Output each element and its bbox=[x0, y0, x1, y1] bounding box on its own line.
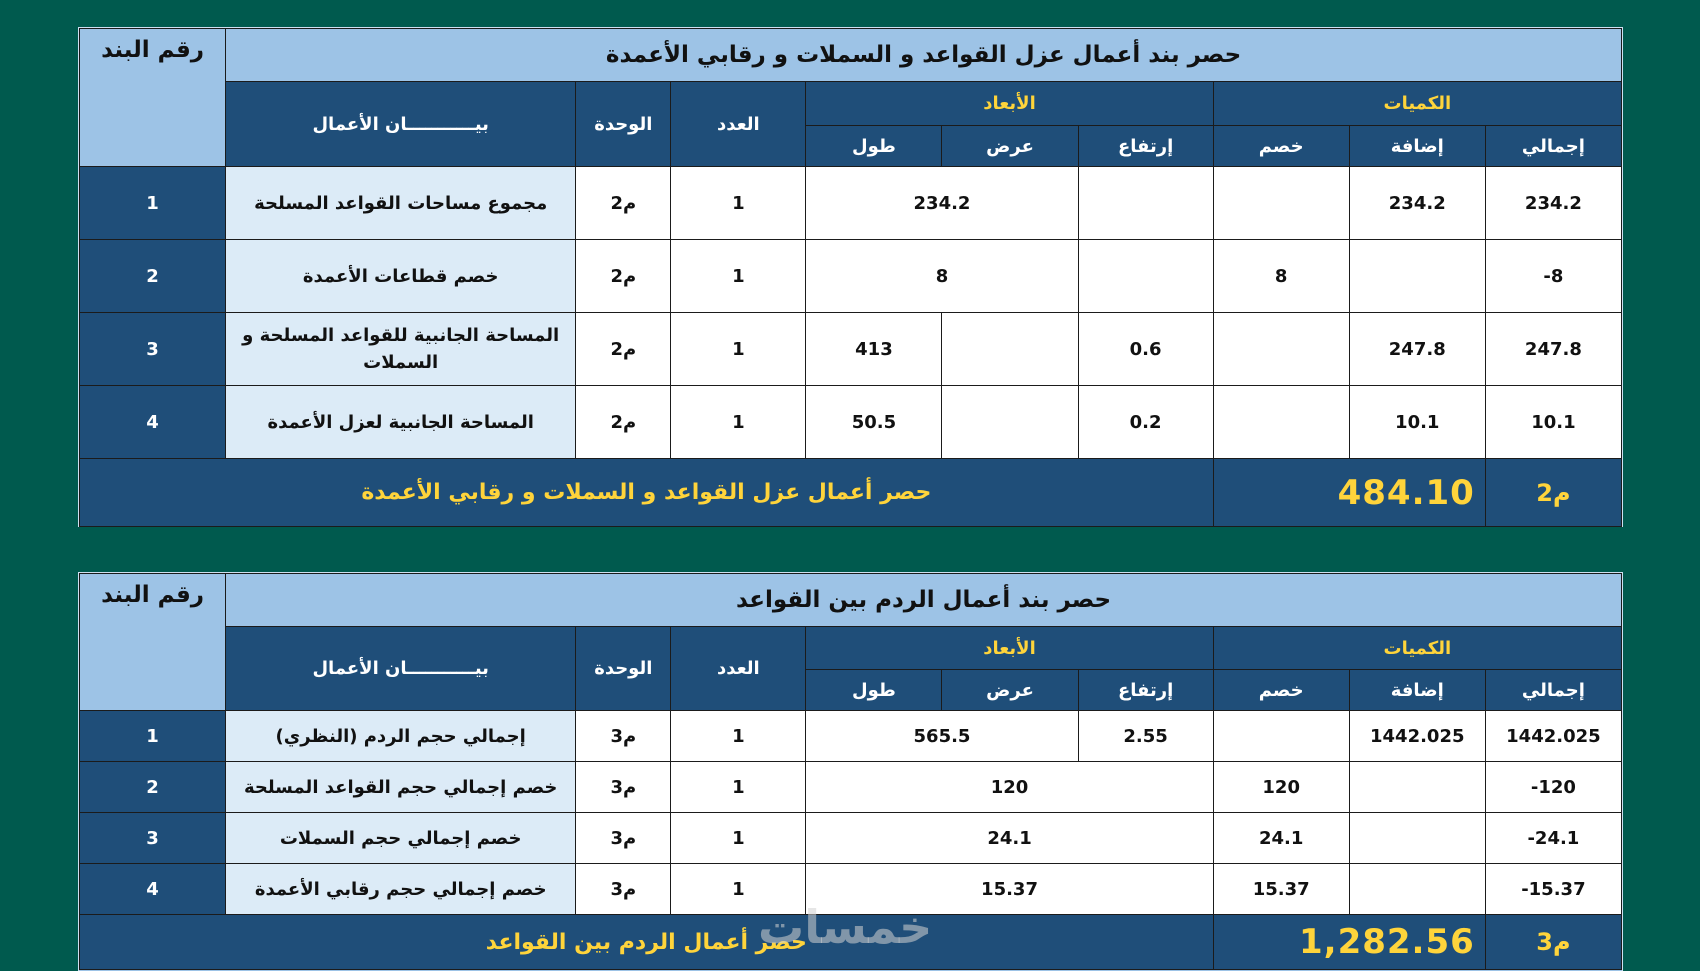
item-count: 1 bbox=[671, 240, 806, 313]
item-dimension: 8 bbox=[806, 240, 1078, 313]
item-deduct: 120 bbox=[1213, 762, 1349, 813]
item-add: 234.2 bbox=[1349, 167, 1485, 240]
item-number-header: رقم البند bbox=[80, 29, 226, 167]
item-total: -24.1 bbox=[1485, 813, 1621, 864]
item-unit: م3 bbox=[576, 762, 671, 813]
item-width bbox=[942, 386, 1078, 459]
table-row bbox=[80, 240, 1622, 313]
item-height bbox=[1078, 167, 1213, 240]
item-number: 3 bbox=[80, 813, 226, 864]
item-add: 10.1 bbox=[1349, 386, 1485, 459]
item-deduct: 24.1 bbox=[1213, 813, 1349, 864]
item-description: خصم قطاعات الأعمدة bbox=[226, 240, 576, 313]
item-description: خصم إجمالي حجم رقابي الأعمدة bbox=[226, 864, 576, 915]
item-deduct bbox=[1213, 313, 1349, 386]
item-total: 247.8 bbox=[1485, 313, 1621, 386]
description-header: بيـــــــــــان الأعمال bbox=[226, 82, 576, 167]
width-header: عرض bbox=[942, 670, 1078, 711]
item-dimension: 24.1 bbox=[806, 813, 1213, 864]
quantities-header: الكميات bbox=[1213, 82, 1621, 126]
item-description: إجمالي حجم الردم (النظري) bbox=[226, 711, 576, 762]
table-title: حصر بند أعمال عزل القواعد و السملات و رقابي الأعمدة bbox=[226, 29, 1622, 82]
item-number: 4 bbox=[80, 386, 226, 459]
item-deduct: 8 bbox=[1213, 240, 1349, 313]
item-count: 1 bbox=[671, 167, 806, 240]
footer-unit: م2 bbox=[1485, 459, 1621, 527]
item-height bbox=[1078, 240, 1213, 313]
table-isolation bbox=[78, 27, 1623, 527]
item-add: 247.8 bbox=[1349, 313, 1485, 386]
item-count: 1 bbox=[671, 762, 806, 813]
item-add bbox=[1349, 864, 1485, 915]
table-title: حصر بند أعمال الردم بين القواعد bbox=[226, 574, 1622, 627]
item-add bbox=[1349, 762, 1485, 813]
width-header: عرض bbox=[942, 126, 1078, 167]
item-number: 3 bbox=[80, 313, 226, 386]
height-header: إرتفاع bbox=[1078, 670, 1213, 711]
item-count: 1 bbox=[671, 711, 806, 762]
item-count: 1 bbox=[671, 813, 806, 864]
item-total: -8 bbox=[1485, 240, 1621, 313]
item-height: 0.2 bbox=[1078, 386, 1213, 459]
item-height: 2.55 bbox=[1078, 711, 1213, 762]
item-number: 2 bbox=[80, 762, 226, 813]
item-unit: م3 bbox=[576, 813, 671, 864]
item-number-header: رقم البند bbox=[80, 574, 226, 711]
item-count: 1 bbox=[671, 313, 806, 386]
quantities-header: الكميات bbox=[1213, 627, 1621, 670]
deduct-header: خصم bbox=[1213, 126, 1349, 167]
item-description: مجموع مساحات القواعد المسلحة bbox=[226, 167, 576, 240]
length-header: طول bbox=[806, 126, 942, 167]
item-unit: م2 bbox=[576, 386, 671, 459]
item-width bbox=[942, 313, 1078, 386]
footer-unit: م3 bbox=[1485, 915, 1621, 970]
table-row bbox=[80, 167, 1622, 240]
add-header: إضافة bbox=[1349, 670, 1485, 711]
item-add bbox=[1349, 813, 1485, 864]
item-unit: م2 bbox=[576, 313, 671, 386]
item-number: 2 bbox=[80, 240, 226, 313]
item-dimension: 15.37 bbox=[806, 864, 1213, 915]
length-header: طول bbox=[806, 670, 942, 711]
table-row bbox=[80, 313, 1622, 386]
item-description: خصم إجمالي حجم السملات bbox=[226, 813, 576, 864]
item-deduct: 15.37 bbox=[1213, 864, 1349, 915]
item-dimension: 120 bbox=[806, 762, 1213, 813]
table-row bbox=[80, 711, 1622, 762]
item-number: 1 bbox=[80, 167, 226, 240]
item-deduct bbox=[1213, 167, 1349, 240]
item-number: 1 bbox=[80, 711, 226, 762]
item-deduct bbox=[1213, 386, 1349, 459]
total-header: إجمالي bbox=[1485, 670, 1621, 711]
watermark-logo: خمسات bbox=[758, 900, 933, 954]
item-total: 1442.025 bbox=[1485, 711, 1621, 762]
item-total: -120 bbox=[1485, 762, 1621, 813]
item-total: 10.1 bbox=[1485, 386, 1621, 459]
item-description: المساحة الجانبية لعزل الأعمدة bbox=[226, 386, 576, 459]
count-header: العدد bbox=[671, 82, 806, 167]
table-row bbox=[80, 386, 1622, 459]
description-header: بيـــــــــــان الأعمال bbox=[226, 627, 576, 711]
item-description: المساحة الجانبية للقواعد المسلحة و السملات bbox=[226, 313, 576, 386]
table-row bbox=[80, 813, 1622, 864]
deduct-header: خصم bbox=[1213, 670, 1349, 711]
item-total: 234.2 bbox=[1485, 167, 1621, 240]
item-add: 1442.025 bbox=[1349, 711, 1485, 762]
footer-label: حصر أعمال عزل القواعد و السملات و رقابي الأعمدة bbox=[361, 480, 932, 505]
item-dimension: 565.5 bbox=[806, 711, 1078, 762]
item-description: خصم إجمالي حجم القواعد المسلحة bbox=[226, 762, 576, 813]
item-deduct bbox=[1213, 711, 1349, 762]
dimensions-header: الأبعاد bbox=[806, 627, 1213, 670]
item-count: 1 bbox=[671, 864, 806, 915]
table-footer bbox=[80, 459, 1622, 527]
footer-label: حصر أعمال الردم بين القواعد bbox=[485, 929, 807, 955]
item-height: 0.6 bbox=[1078, 313, 1213, 386]
count-header: العدد bbox=[671, 627, 806, 711]
item-unit: م2 bbox=[576, 167, 671, 240]
item-length: 413 bbox=[806, 313, 942, 386]
item-total: -15.37 bbox=[1485, 864, 1621, 915]
table-row bbox=[80, 762, 1622, 813]
item-dimension: 234.2 bbox=[806, 167, 1078, 240]
dimensions-header: الأبعاد bbox=[806, 82, 1213, 126]
item-unit: م2 bbox=[576, 240, 671, 313]
item-unit: م3 bbox=[576, 864, 671, 915]
item-add bbox=[1349, 240, 1485, 313]
item-unit: م3 bbox=[576, 711, 671, 762]
add-header: إضافة bbox=[1349, 126, 1485, 167]
footer-total: 1,282.56 bbox=[1213, 915, 1485, 970]
height-header: إرتفاع bbox=[1078, 126, 1213, 167]
item-number: 4 bbox=[80, 864, 226, 915]
unit-header: الوحدة bbox=[576, 627, 671, 711]
total-header: إجمالي bbox=[1485, 126, 1621, 167]
footer-total: 484.10 bbox=[1213, 459, 1485, 527]
item-length: 50.5 bbox=[806, 386, 942, 459]
item-count: 1 bbox=[671, 386, 806, 459]
unit-header: الوحدة bbox=[576, 82, 671, 167]
